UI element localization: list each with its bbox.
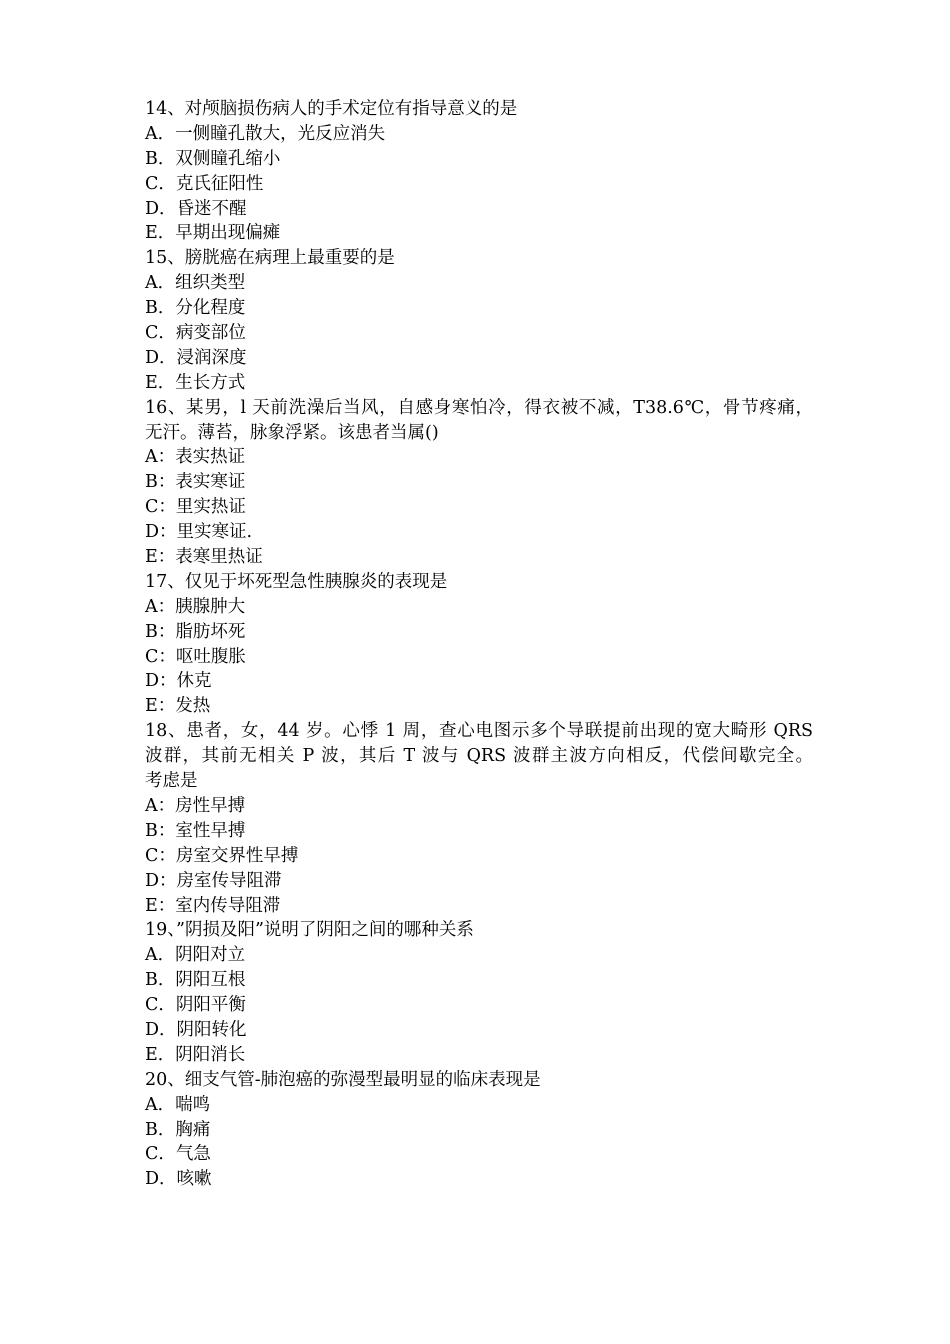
question-20-option-a: A．喘鸣 (145, 1094, 211, 1115)
question-14-option-a: A．一侧瞳孔散大，光反应消失 (145, 123, 386, 144)
question-18-stem-line-3: 考虑是 (145, 771, 198, 792)
question-19-option-e: E．阴阳消长 (145, 1044, 246, 1065)
question-17-option-a: A：胰腺肿大 (145, 596, 246, 617)
question-15-option-d: D．浸润深度 (145, 347, 247, 368)
question-19-stem: 19、”阴损及阳”说明了阴阳之间的哪种关系 (145, 920, 474, 941)
question-20-option-b: B．胸痛 (145, 1119, 211, 1140)
question-20-option-c: C．气急 (145, 1144, 211, 1165)
question-19-option-d: D．阴阳转化 (145, 1019, 247, 1040)
question-17-option-c: C：呕吐腹胀 (145, 646, 246, 667)
question-15-option-c: C．病变部位 (145, 323, 246, 344)
question-19-option-b: B．阴阳互根 (145, 970, 246, 991)
question-19-option-c: C．阴阳平衡 (145, 995, 246, 1016)
question-17-option-b: B：脂肪坏死 (145, 621, 246, 642)
question-16-option-d: D：里实寒证. (145, 522, 253, 543)
question-15-option-b: B．分化程度 (145, 298, 246, 319)
question-14-option-e: E．早期出现偏瘫 (145, 223, 281, 244)
question-18-option-a: A：房性早搏 (145, 795, 246, 816)
question-15-option-a: A．组织类型 (145, 273, 246, 294)
question-19-option-a: A．阴阳对立 (145, 945, 246, 966)
question-14-stem: 14、对颅脑损伤病人的手术定位有指导意义的是 (145, 99, 518, 119)
question-17-option-d: D：休克 (145, 671, 212, 692)
question-18-option-e: E：室内传导阻滞 (145, 895, 281, 916)
question-17-option-e: E：发热 (145, 696, 211, 717)
question-18-stem-line-1: 18、患者，女，44 岁。心悸 1 周，查心电图示多个导联提前出现的宽大畸形 QRS (145, 721, 813, 742)
question-16-option-e: E：表寒里热证 (145, 547, 263, 568)
question-16-stem-line-1: 16、某男，l 天前洗澡后当风，自感身寒怕冷，得衣被不减，T38.6℃，骨节疼痛， (145, 397, 813, 418)
document-page (145, 97, 813, 1192)
question-14-option-b: B．双侧瞳孔缩小 (145, 148, 281, 169)
question-17-stem: 17、仅见于坏死型急性胰腺炎的表现是 (145, 571, 448, 592)
question-18-stem-line-2: 波群，其前无相关 P 波，其后 T 波与 QRS 波群主波方向相反，代偿间歇完全。 (145, 746, 813, 767)
question-15-option-e: E．生长方式 (145, 372, 246, 393)
question-18-option-b: B：室性早搏 (145, 820, 246, 841)
question-18-option-d: D：房室传导阻滞 (145, 870, 282, 891)
question-14-option-c: C．克氏征阳性 (145, 173, 264, 194)
question-14-option-d: D．昏迷不醒 (145, 198, 247, 219)
question-16-option-c: C：里实热证 (145, 497, 246, 518)
question-20-stem: 20、细支气管-肺泡癌的弥漫型最明显的临床表现是 (145, 1069, 541, 1090)
question-20-option-d: D．咳嗽 (145, 1169, 212, 1190)
question-16-stem-line-2: 无汗。薄苔，脉象浮紧。该患者当属() (145, 422, 439, 443)
question-18-option-c: C：房室交界性早搏 (145, 845, 299, 866)
question-16-option-a: A：表实热证 (145, 447, 246, 468)
question-15-stem: 15、膀胱癌在病理上最重要的是 (145, 248, 395, 269)
question-16-option-b: B：表实寒证 (145, 472, 246, 493)
